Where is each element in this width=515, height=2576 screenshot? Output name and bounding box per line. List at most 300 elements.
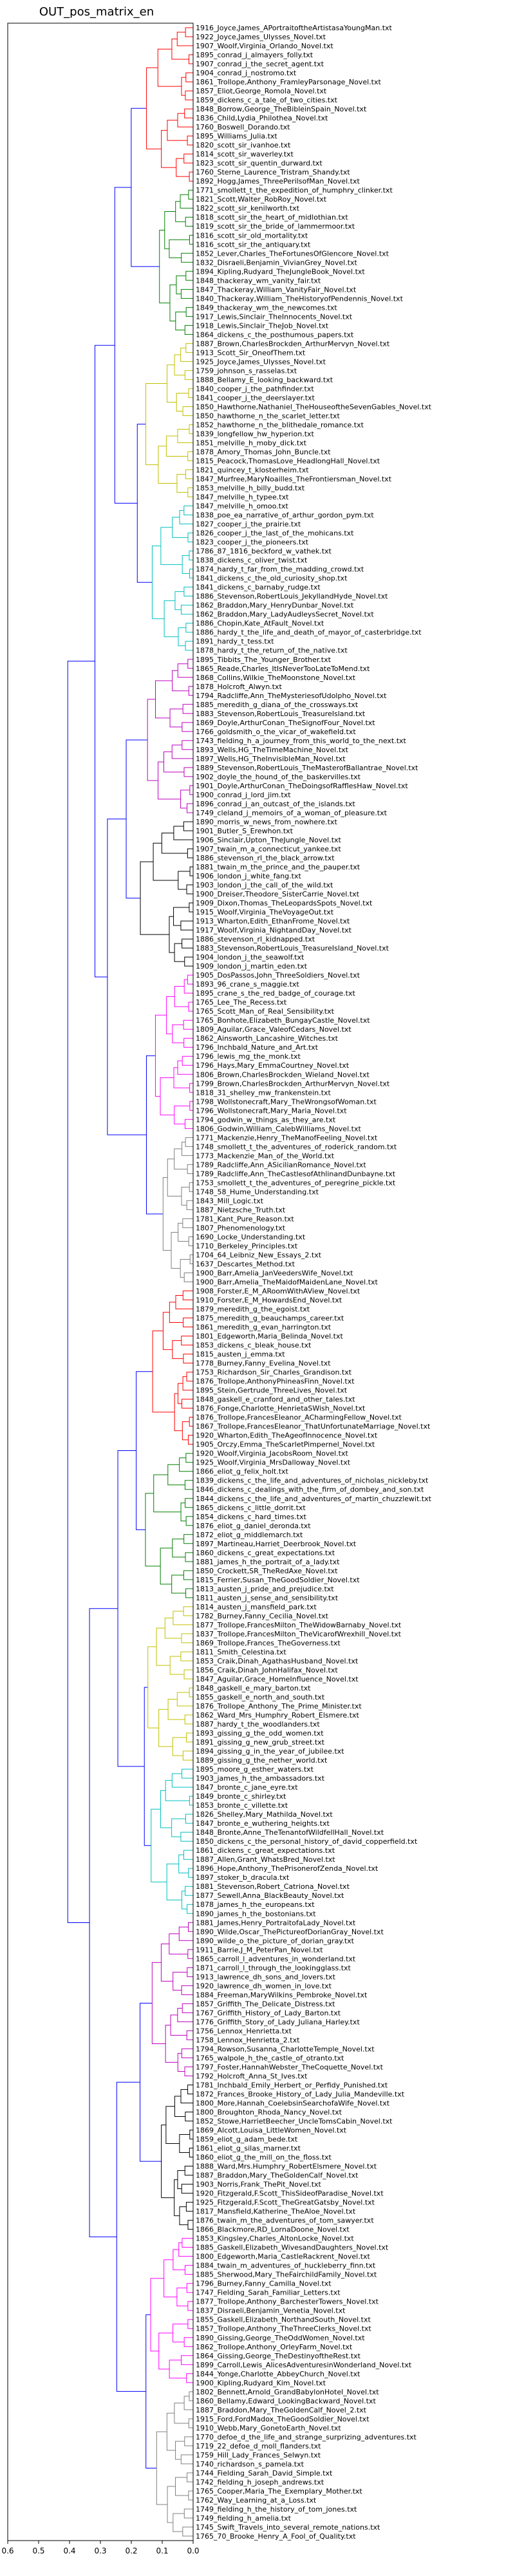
x-axis — [1, 23, 199, 2555]
leaf-label: 1895_conrad_j_almayers_folly.txt — [196, 51, 314, 60]
leaf-label: 1886_stevenson_rl_kidnapped.txt — [196, 935, 315, 944]
leaf-label: 1862_Trollope,Anthony_OrleyFarm_Novel.txt — [196, 2342, 353, 2351]
dendrogram-link — [176, 1296, 193, 1309]
dendrogram-link — [189, 190, 193, 199]
leaf-label: 1853_bronte_c_villette.txt — [196, 1801, 288, 1810]
dendrogram-link — [166, 2107, 180, 2144]
dendrogram-link — [186, 1454, 193, 1463]
dendrogram-link — [174, 2096, 185, 2117]
leaf-label: 1753_smollett_t_the_adventures_of_peregrine_pickle.txt — [196, 1179, 396, 1188]
dendrogram-link — [172, 1819, 186, 1837]
leaf-label: 1848_Bronte,Anne_TheTenantofWildfellHall_Novel.txt — [196, 1828, 384, 1837]
dendrogram-link — [184, 2396, 193, 2410]
leaf-label: 1848_thackeray_wm_vanity_fair.txt — [196, 276, 321, 285]
leaf-label: 1876_Trollope,FrancesEleanor_ACharmingFellow_Novel.txt — [196, 1413, 402, 1422]
dendrogram-link — [171, 2015, 187, 2036]
dendrogram-link — [168, 1464, 185, 1485]
dendrogram-link — [185, 470, 193, 479]
dendrogram-link — [174, 2180, 180, 2216]
dendrogram-link — [173, 1611, 193, 1625]
leaf-label: 1893_96_crane_s_maggie.txt — [196, 980, 299, 989]
leaf-label: 1819_scott_sir_the_bride_of_lammermoor.txt — [196, 222, 355, 231]
dendrogram-link — [166, 436, 187, 457]
dendrogram-link — [175, 592, 184, 610]
dendrogram-link — [178, 664, 193, 677]
dendrogram-link — [68, 661, 95, 1923]
leaf-label: 1883_Stevenson,RobertLouis_TreasureIsland.txt — [196, 709, 366, 718]
dendrogram-link — [178, 2008, 193, 2022]
dendrogram-link — [183, 1218, 193, 1227]
leaf-label: 1765_Bonhote,Elizabeth_BungayCastle_Novel.txt — [196, 1016, 370, 1025]
leaf-label: 1890_Wilde,Oscar_ThePictureofDorianGray_Novel.txt — [196, 1927, 384, 1937]
leaf-label: 1861_dickens_c_great_expectations.txt — [196, 1846, 335, 1855]
leaf-label: 1862_Ward_Mrs_Humphry_Robert_Elsmere.txt — [196, 1711, 359, 1720]
leaf-label: 1920_Fitzgerald,F.Scott_ThisSideofParadise_Novel.txt — [196, 2189, 384, 2198]
leaf-label: 1883_Stevenson,RobertLouis_TreasureIsland_Novel.txt — [196, 944, 389, 953]
leaf-label: 1818_scott_sir_the_heart_of_midlothian.txt — [196, 213, 348, 222]
leaf-label: 1848_gaskell_e_mary_barton.txt — [196, 1683, 311, 1692]
leaf-label: 1794_Radcliffe,Ann_TheMysteriesofUdolpho_Novel.txt — [196, 691, 387, 700]
dendrogram-link — [160, 1790, 171, 1828]
dendrogram-link — [186, 1589, 193, 1598]
dendrogram-link — [180, 194, 193, 208]
leaf-label: 1871_carroll_l_through_the_lookingglass.txt — [196, 1964, 351, 1973]
leaf-label: 1801_Edgeworth,Maria_Belinda_Novel.txt — [196, 1332, 343, 1341]
leaf-label: 1838_dickens_c_oliver_twist.txt — [196, 556, 308, 565]
dendrogram-link — [181, 2455, 193, 2464]
leaf-label: 1765_Scott_Man_of_Real_Sensibility.txt — [196, 1007, 334, 1016]
dendrogram-link — [167, 365, 177, 402]
leaf-label: 1759_Hill_Lady_Frances_Selwyn.txt — [196, 2450, 321, 2459]
dendrogram-link — [187, 849, 193, 858]
leaf-label: 1811_Smith_Celestina.txt — [196, 1647, 286, 1656]
dendrogram-link — [89, 1609, 118, 2237]
leaf-label: 1843_Mill_Logic.txt — [196, 1197, 264, 1206]
leaf-label: 1794_godwin_w_things_as_they_are.txt — [196, 1115, 336, 1124]
leaf-label: 1855_gaskell_e_north_and_south.txt — [196, 1692, 325, 1701]
x-tick-label: 0.5 — [32, 2546, 45, 2555]
dendrogram-link — [162, 833, 187, 853]
dendrogram-link — [187, 136, 193, 145]
dendrogram-link — [189, 235, 193, 244]
leaf-label: 1798_Wollstonecraft,Mary_TheWrongsofWoman.txt — [196, 1097, 377, 1106]
leaf-label: 1878_Holcroft_Alwyn.txt — [196, 682, 282, 691]
leaf-label: 1866_eliot_g_felix_holt.txt — [196, 1467, 288, 1476]
leaf-label: 1841_cooper_j_the_deerslayer.txt — [196, 393, 315, 402]
leaf-label: 1826_cooper_j_the_last_of_the_mohicans.txt — [196, 529, 354, 538]
leaf-label: 1827_cooper_j_the_prairie.txt — [196, 520, 301, 529]
leaf-label: 1903_london_j_the_call_of_the_wild.txt — [196, 881, 333, 890]
leaf-label: 1905_Orczy,Emma_TheScarletPimpernel_Novel.txt — [196, 1440, 375, 1449]
leaf-label: 1846_dickens_c_dealings_with_the_firm_of_dombey_and_son.txt — [196, 1485, 424, 1494]
leaf-label: 1867_Trollope,FrancesEleanor_ThatUnfortunateMarriage_Novel.txt — [196, 1422, 431, 1431]
dendrogram-link — [190, 1083, 193, 1092]
leaf-label: 1814_austen_j_mansfield_park.txt — [196, 1602, 317, 1611]
leaf-label: 1823_scott_sir_quentin_durward.txt — [196, 159, 323, 168]
dendrogram-link — [161, 1944, 173, 1982]
dendrogram-link — [177, 2288, 188, 2306]
leaf-label: 1913_Wharton,Edith_EthanFrome_Novel.txt — [196, 917, 350, 926]
leaf-label: 1848_gaskell_e_cranford_and_other_tales.txt — [196, 1395, 355, 1404]
dendrogram-link — [183, 705, 193, 714]
dendrogram-link — [190, 867, 193, 876]
dendrogram-link — [189, 2148, 193, 2157]
leaf-label: 1748_smollett_t_the_adventures_of_roderick_random.txt — [196, 1142, 397, 1151]
leaf-label: 1859_dickens_c_a_tale_of_two_cities.txt — [196, 96, 337, 105]
leaf-label: 1900_Barr,Amelia_JanVeedersWife_Novel.txt — [196, 1269, 353, 1278]
dendrogram-link — [170, 709, 183, 727]
dendrogram-link — [188, 2221, 193, 2230]
leaf-label: 1896_conrad_j_an_outcast_of_the_islands.txt — [196, 799, 355, 808]
dendrogram-link — [184, 2338, 193, 2347]
leaf-label: 1839_dickens_c_the_life_and_adventures_of_nicholas_nickleby.txt — [196, 1476, 429, 1485]
dendrogram-link — [159, 2333, 173, 2369]
leaf-label: 1920_lawrence_dh_women_in_love.txt — [196, 1982, 332, 1991]
leaf-label: 1844_dickens_c_the_life_and_adventures_of_martin_chuzzlewit.txt — [196, 1494, 431, 1503]
dendrogram-link — [183, 1354, 193, 1363]
dendrogram-link — [185, 1137, 193, 1146]
dendrogram-link — [188, 2320, 193, 2329]
dendrogram-link — [140, 2003, 162, 2161]
leaf-label: 1887_Nietzsche_Truth.txt — [196, 1206, 286, 1215]
dendrogram-link — [187, 1733, 193, 1742]
dendrogram-link — [189, 1868, 193, 1877]
dendrogram-link — [182, 1769, 193, 1778]
leaf-label: 1637_Descartes_Method.txt — [196, 1260, 295, 1269]
leaf-label: 1852_Stowe,HarrietBeecher_UncleTomsCabin_Novel.txt — [196, 2117, 393, 2126]
dendrogram-link — [182, 1891, 187, 1909]
leaf-label: 1877_Sewell,Anna_BlackBeauty_Novel.txt — [196, 1891, 344, 1900]
dendrogram-link — [177, 1692, 193, 1706]
dendrogram-link — [160, 1078, 174, 1115]
leaf-label: 1796_lewis_mg_the_monk.txt — [196, 1052, 301, 1061]
leaf-label: 1860_eliot_g_the_mill_on_the_floss.txt — [196, 2153, 332, 2162]
leaf-label: 1851_melville_h_moby_dick.txt — [196, 439, 306, 448]
leaf-label: 1903_Norris,Frank_ThePit_Novel.txt — [196, 2180, 321, 2189]
leaf-label: 1748_58_Hume_Understanding.txt — [196, 1188, 319, 1197]
dendrogram-link — [183, 1571, 193, 1580]
dendrogram-link — [178, 429, 193, 442]
leaf-label: 1836_Child,Lydia_Philothea_Novel.txt — [196, 114, 328, 123]
dendrogram-link — [189, 2491, 193, 2500]
leaf-label: 1853_dickens_c_bleak_house.txt — [196, 1341, 312, 1350]
dendrogram-link — [181, 1652, 193, 1661]
leaf-label: 1821_Scott,Walter_RobRoy_Novel.txt — [196, 195, 327, 204]
dendrogram-link — [184, 768, 193, 777]
dendrogram-link — [156, 2432, 167, 2505]
leaf-label: 1756_Lennox_Henrietta.txt — [196, 2027, 292, 2036]
leaf-label: 1861_Trollope,Anthony_FramleyParsonage_Novel.txt — [196, 78, 381, 87]
leaf-label: 1885_Gaskell,Elizabeth_WivesandDaughters_Novel.txt — [196, 2243, 389, 2252]
dendrogram-link — [182, 1142, 193, 1155]
leaf-label: 1850_hawthorne_n_the_scarlet_letter.txt — [196, 412, 340, 421]
leaf-label: 1891_gissing_g_new_grub_street.txt — [196, 1738, 324, 1747]
leaf-label: 1900_conrad_j_lord_jim.txt — [196, 790, 291, 799]
dendrogram-link — [189, 1182, 193, 1191]
leaf-label: 1847_Thackeray,William_VanityFair_Novel.txt — [196, 285, 357, 294]
leaf-label: 1837_Disraeli,Benjamin_Venetia_Novel.txt — [196, 2306, 346, 2315]
dendrogram-link — [178, 1223, 189, 1241]
leaf-label: 1796_Inchbald_Nature_and_Art.txt — [196, 1043, 318, 1052]
dendrogram-link — [188, 1949, 193, 1958]
dendrogram-link — [174, 943, 185, 961]
dendrogram-link — [185, 1715, 193, 1724]
leaf-label: 1850_Crockett,SR_TheRedAxe_Novel.txt — [196, 1566, 338, 1575]
leaf-label: 1904_london_j_the_seawolf.txt — [196, 953, 304, 962]
leaf-label: 1781_Inchbald_Emily_Herbert_or_Perfidy_Punished.txt — [196, 2081, 388, 2090]
leaf-label: 1823_cooper_j_the_pioneers.txt — [196, 538, 309, 547]
dendrogram-link — [173, 670, 189, 691]
leaf-label: 1799_Brown,CharlesBrockden_ArthurMervyn_Novel.txt — [196, 1079, 390, 1088]
leaf-label: 1862_Ainsworth_Lancashire_Witches.txt — [196, 1034, 338, 1043]
dendrogram-link — [186, 73, 193, 82]
leaf-label: 1874_hardy_t_far_from_the_madding_crowd.txt — [196, 565, 364, 574]
dendrogram-link — [182, 1187, 189, 1205]
dendrogram-link — [151, 2278, 164, 2351]
dendrogram-link — [178, 1061, 193, 1074]
leaf-label: 1820_scott_sir_ivanhoe.txt — [196, 141, 291, 150]
leaf-label: 1861_eliot_g_silas_marner.txt — [196, 2144, 301, 2153]
leaf-label: 1813_austen_j_pride_and_prejudice.txt — [196, 1584, 334, 1593]
leaf-label: 1771_smollett_t_the_expedition_of_humphry_clinker.txt — [196, 186, 393, 195]
leaf-label: 1881_james_h_the_portrait_of_a_lady.txt — [196, 1557, 340, 1566]
leaf-label: 1760_Sterne_Laurence_Tristram_Shandy.txt — [196, 168, 350, 177]
leaf-label: 1773_Mackenzie_Man_of_the_World.txt — [196, 1151, 335, 1160]
dendrogram-link — [180, 2135, 190, 2153]
leaf-label: 1866_Blackmore,RD_LornaDoone_Novel.txt — [196, 2225, 350, 2234]
dendrogram-link — [183, 1607, 193, 1616]
leaf-label: 1742_fielding_h_joseph_andrews.txt — [196, 2477, 324, 2486]
dendrogram-link — [169, 1302, 183, 1323]
dendrogram-link — [136, 1372, 153, 1530]
dendrogram-link — [177, 475, 188, 493]
leaf-label: 1915_Woolf,Virginia_TheVoyageOut.txt — [196, 908, 334, 917]
dendrogram-link — [148, 1647, 159, 1728]
dendrogram-link — [181, 1832, 193, 1841]
x-tick-label: 0.1 — [156, 2546, 169, 2555]
leaf-label: 1778_Burney,Fanny_Evelina_Novel.txt — [196, 1359, 331, 1368]
dendrogram-link — [189, 1688, 193, 1697]
leaf-label: 1887_Brown,CharlesBrockden_ArthurMervyn_Novel.txt — [196, 339, 390, 348]
leaf-label: 1884_twain_m_adventures_of_huckleberry_finn.txt — [196, 2261, 376, 2270]
leaf-label: 1881_James,Henry_PortraitofaLady_Novel.txt — [196, 1918, 356, 1927]
leaf-label: 1841_dickens_c_the_old_curiosity_shop.txt — [196, 574, 348, 583]
leaf-label: 1872_Frances_Brooke_History_of_Lady_Julia_Mandeville.txt — [196, 2090, 405, 2099]
dendrogram-link — [170, 1656, 184, 1674]
dendrogram-link — [183, 1377, 193, 1390]
dendrogram-link — [183, 1850, 193, 1859]
leaf-label: 1901_Doyle,ArthurConan_TheDoingsofRafflesHaw_Novel.txt — [196, 781, 408, 790]
leaf-label: 1887_hardy_t_the_woodlanders.txt — [196, 1720, 320, 1729]
dendrogram-link — [186, 343, 193, 352]
dendrogram-link — [178, 2053, 185, 2071]
dendrogram-link — [184, 506, 193, 515]
leaf-label: 1868_Collins,Wilkie_TheMoonstone_Novel.txt — [196, 673, 356, 682]
dendrogram-link — [180, 2207, 188, 2225]
dendrogram-link — [173, 1539, 185, 1557]
leaf-label: 1758_Lennox_Henrietta_2.txt — [196, 2036, 300, 2045]
dendrogram-link — [187, 2374, 193, 2383]
leaf-label: 1895_Williams_Julia.txt — [196, 132, 277, 141]
dendrogram-link — [161, 527, 182, 565]
dendrogram-link — [190, 2130, 193, 2139]
leaf-label: 1925_Joyce,James_Ulysses_Novel.txt — [196, 357, 326, 366]
dendrogram-link — [173, 2324, 188, 2342]
leaf-label: 1818_31_shelley_mw_frankenstein.txt — [196, 1088, 331, 1097]
leaf-label: 1854_dickens_c_hard_times.txt — [196, 1512, 306, 1521]
dendrogram-link — [183, 822, 193, 831]
leaf-label: 1821_quincey_t_klosterheim.txt — [196, 466, 309, 475]
dendrogram-link — [189, 388, 193, 397]
dendrogram-link — [182, 723, 193, 732]
dendrogram-link — [176, 2441, 185, 2459]
dendrogram-link — [172, 1774, 193, 1787]
leaf-label: 1847_Murfree,MaryNoailles_TheFrontiersman_Novel.txt — [196, 475, 392, 484]
leaf-label: 1811_austen_j_sense_and_sensibility.txt — [196, 1593, 339, 1602]
leaf-label: 1760_Boswell_Dorando.txt — [196, 123, 290, 132]
leaf-label: 1891_hardy_t_tess.txt — [196, 637, 274, 646]
leaf-label: 1690_Locke_Understanding.txt — [196, 1233, 306, 1242]
leaf-label: 1885_Sherwood,Mary_TheFairchildFamily_Novel.txt — [196, 2270, 377, 2279]
dendrogram-link — [185, 1553, 193, 1562]
leaf-label: 1800_More,Hannah_CoelebsinSearchofaWife_Novel.txt — [196, 2099, 390, 2108]
leaf-label: 1857_Griffith_The_Delicate_Distress.txt — [196, 2000, 335, 2009]
leaf-label: 1885_meredith_g_diana_of_the_crossways.txt — [196, 700, 359, 709]
leaf-label: 1905_DosPassos,John_ThreeSoldiers_Novel.txt — [196, 971, 360, 980]
leaf-label: 1925_Woolf,Virginia_MrsDalloway_Novel.txt — [196, 1458, 351, 1467]
dendrogram-link — [158, 762, 181, 799]
dendrogram-link — [137, 424, 152, 583]
leaf-label: 1889_gissing_g_the_nether_world.txt — [196, 1756, 328, 1765]
dendrogram-link — [158, 49, 182, 86]
leaf-label: 1817_Mansfield,Katherine_TheAloe_Novel.txt — [196, 2207, 356, 2216]
dendrogram-link — [145, 1493, 160, 1566]
dendrogram-link — [182, 2049, 193, 2058]
leaf-label: 1776_Griffith_Story_of_Lady_Juliana_Harley.txt — [196, 2018, 360, 2027]
leaf-label: 1816_scott_sir_the_antiquary.txt — [196, 240, 311, 249]
dendrogram-link — [173, 1341, 183, 1359]
dendrogram-link — [164, 601, 178, 637]
leaf-label: 1806_Godwin,William_CalebWilliams_Novel.txt — [196, 1124, 361, 1133]
dendrogram-link — [167, 996, 175, 1034]
leaf-label: 1920_Woolf,Virginia_JacobsRoom_Novel.txt — [196, 1449, 348, 1458]
leaf-label: 1802_Bennett,Arnold_GrandBabylonHotel_Novel.txt — [196, 2387, 379, 2396]
leaf-label: 1860_Bellamy,Edward_LookingBackward_Novel.txt — [196, 2396, 376, 2405]
dendrogram-link — [186, 2202, 193, 2211]
leaf-label: 1879_meredith_g_the_egoist.txt — [196, 1305, 310, 1314]
leaf-label: 1765_Lee_The_Recess.txt — [196, 998, 287, 1007]
leaf-label: 1815_Ferrier,Susan_TheGoodSoldier_Novel.txt — [196, 1575, 360, 1584]
dendrogram-link — [189, 1435, 193, 1444]
dendrogram-link — [169, 2360, 187, 2378]
leaf-label: 1895_moore_g_esther_waters.txt — [196, 1765, 314, 1774]
dendrogram-link — [188, 533, 193, 542]
x-tick-label: 0.3 — [94, 2546, 107, 2555]
dendrogram-link — [183, 1318, 193, 1327]
dendrogram-link — [185, 28, 193, 37]
leaf-label: 1856_Craik,Dinah_JohnHalifax_Novel.txt — [196, 1665, 338, 1674]
leaf-label: 1895_Tibbits_The_Younger_Brother.txt — [196, 655, 331, 664]
leaf-label: 1907_Woolf,Virginia_Orlando_Novel.txt — [196, 42, 333, 51]
leaf-label: 1815_austen_j_emma.txt — [196, 1350, 285, 1359]
leaf-label: 1794_Rowson,Susanna_CharlotteTemple_Novel.txt — [196, 2045, 375, 2054]
dendrogram-link — [185, 1499, 193, 1508]
dendrogram-link — [184, 1670, 193, 1679]
leaf-label: 1745_Swift_Travels_into_several_remote_nations.txt — [196, 2523, 380, 2532]
leaf-label: 1900_Kipling,Rudyard_Kim_Novel.txt — [196, 2378, 326, 2387]
leaf-label: 1915_Ford,FordMadox_TheGoodSoldier_Novel.txt — [196, 2414, 370, 2423]
dendrogram-link — [131, 108, 160, 267]
dendrogram-link — [182, 1634, 193, 1643]
dendrogram-link — [182, 556, 189, 574]
dendrogram-link — [163, 1178, 171, 1251]
leaf-label: 1719_22_defoe_d_moll_flanders.txt — [196, 2441, 321, 2450]
dendrogram-link — [176, 312, 186, 330]
dendrogram-link — [188, 659, 193, 668]
dendrogram-link — [189, 1002, 193, 1011]
leaf-label: 1765_walpole_h_the_castle_of_otranto.txt — [196, 2054, 344, 2063]
dendrogram-link — [182, 253, 193, 262]
leaf-label: 1806_Brown,CharlesBrockden_Wieland_Novel.txt — [196, 1070, 370, 1079]
dendrogram-link — [188, 488, 193, 497]
dendrogram-link — [171, 1232, 180, 1268]
dendrogram-links — [68, 28, 193, 2536]
dendrogram-link — [159, 1709, 173, 1747]
leaf-label: 1906_Sinclair,Upton_TheJungle_Novel.txt — [196, 835, 341, 844]
leaf-label: 1848_Borrow,George_TheBibleinSpain_Novel.txt — [196, 105, 367, 114]
dendrogram-link — [185, 91, 193, 100]
dendrogram-link — [179, 1927, 193, 1940]
leaf-label: 1796_Hays,Mary_EmmaCourtney_Novel.txt — [196, 1061, 350, 1070]
leaf-label: 1766_goldsmith_o_the_vicar_of_wakefield.txt — [196, 727, 356, 736]
dendrogram-link — [174, 1149, 187, 1170]
dendrogram-link — [117, 2082, 145, 2391]
leaf-label: 1864_Gissing,George_TheDestinyoftheRest.txt — [196, 2351, 360, 2360]
leaf-label: 1887_Braddon,Mary_TheGoldenCalf_Novel.txt — [196, 2171, 359, 2180]
leaf-label: 1917_Lewis,Sinclair_TheInnocents_Novel.txt — [196, 312, 353, 321]
dendrogram-link — [180, 1259, 190, 1277]
leaf-label: 1895_crane_s_the_red_badge_of_courage.txt — [196, 989, 355, 998]
dendrogram-link — [153, 843, 178, 880]
dendrogram-link — [187, 2031, 193, 2040]
dendrogram-link — [176, 158, 189, 176]
leaf-label: 1789_Radcliffe,Ann_TheCastlesofAthlinandDunbayne.txt — [196, 1170, 396, 1179]
leaf-label: 1913_Scott_Sir_OneofThem.txt — [196, 348, 306, 357]
dendrogram-link — [184, 1273, 193, 1282]
leaf-label: 1890_james_h_the_bostonians.txt — [196, 1909, 316, 1918]
dendrogram-link — [183, 1020, 193, 1029]
leaf-label: 1897_Wells,HG_TheInvisibleMan_Novel.txt — [196, 754, 346, 763]
dendrogram-link — [174, 1106, 190, 1124]
leaf-label: 1890_wilde_o_the_picture_of_dorian_gray.txt — [196, 1937, 354, 1946]
dendrogram-link — [164, 752, 184, 772]
leaf-label: 1853_Kingsley,Charles_AltonLocke_Novel.txt — [196, 2234, 354, 2243]
leaf-label: 1878_Amory_Thomas_John_Buncle.txt — [196, 448, 331, 457]
leaf-label: 1822_scott_sir_kenilworth.txt — [196, 204, 299, 213]
dendrogram-link — [185, 1814, 193, 1823]
leaf-label: 1875_meredith_g_beauchamps_career.txt — [196, 1314, 344, 1323]
dendrogram-link — [174, 907, 189, 925]
dendrogram-link — [178, 628, 186, 646]
leaf-label: 1704_64_Leibniz_New_Essays_2.txt — [196, 1251, 322, 1260]
x-tick-label: 0.6 — [1, 2546, 14, 2555]
dendrogram-link — [188, 2085, 193, 2094]
dendrogram-link — [140, 862, 169, 934]
leaf-label: 1916_Joyce,James_APortraitoftheArtistasaYoungMan.txt — [196, 24, 392, 33]
leaf-label: 1894_Kipling,Rudyard_TheJungleBook_Novel.txt — [196, 267, 365, 276]
dendrogram-link — [185, 109, 193, 118]
leaf-label: 1765_Cooper,Maria_The_Exemplary_Mother.txt — [196, 2486, 362, 2496]
